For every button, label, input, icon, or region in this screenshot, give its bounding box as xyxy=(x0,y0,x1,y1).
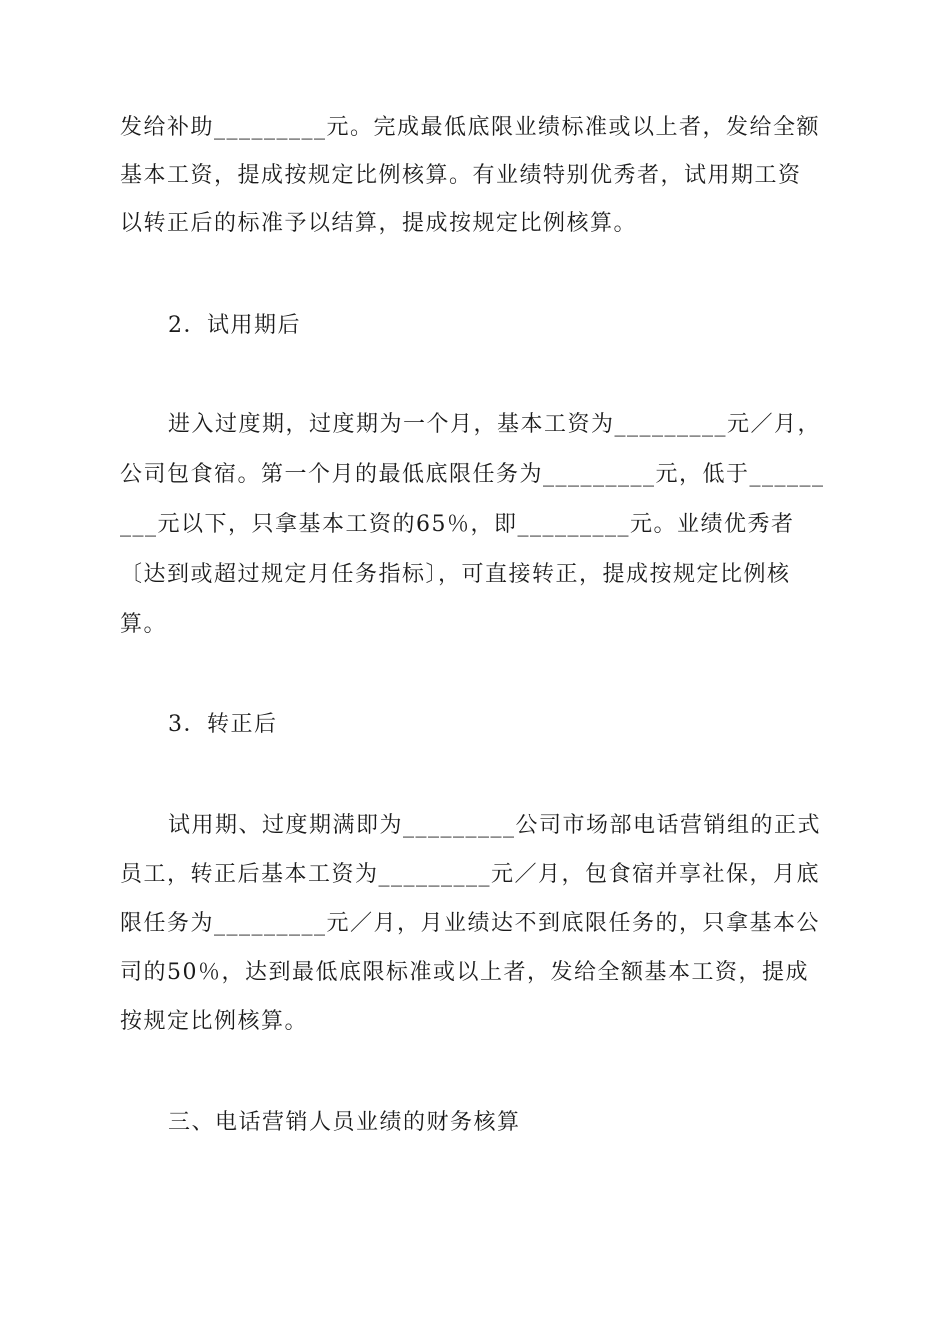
text-line: 发给补助_________元。完成最低底限业绩标准或以上者，发给全额 xyxy=(120,115,821,140)
text-line: 试用期、过度期满即为_________公司市场部电话营销组的正式 xyxy=(168,813,822,838)
text-line: 以转正后的标准予以结算，提成按规定比例核算。 xyxy=(120,211,638,236)
text-line: 按规定比例核算。 xyxy=(120,1009,309,1034)
text-line: 〔达到或超过规定月任务指标〕，可直接转正，提成按规定比例核 xyxy=(120,562,791,587)
text-line: 算。 xyxy=(120,612,168,637)
section-heading: 3．转正后 xyxy=(168,712,278,737)
text-line: 公司包食宿。第一个月的最低底限任务为_________元，低于______ xyxy=(120,462,825,487)
text-line: ___元以下，只拿基本工资的65％，即_________元。业绩优秀者 xyxy=(120,512,795,537)
text-line: 员工，转正后基本工资为_________元／月，包食宿并享社保，月底 xyxy=(120,862,821,887)
text-line: 进入过度期，过度期为一个月，基本工资为_________元／月， xyxy=(168,412,822,437)
text-line: 司的50％，达到最低底限标准或以上者，发给全额基本工资，提成 xyxy=(120,960,809,985)
section-heading: 三、电话营销人员业绩的财务核算 xyxy=(168,1110,521,1135)
text-line: 基本工资，提成按规定比例核算。有业绩特别优秀者，试用期工资 xyxy=(120,163,802,188)
section-heading: 2．试用期后 xyxy=(168,313,301,338)
text-line: 限任务为_________元／月，月业绩达不到底限任务的，只拿基本公 xyxy=(120,911,821,936)
